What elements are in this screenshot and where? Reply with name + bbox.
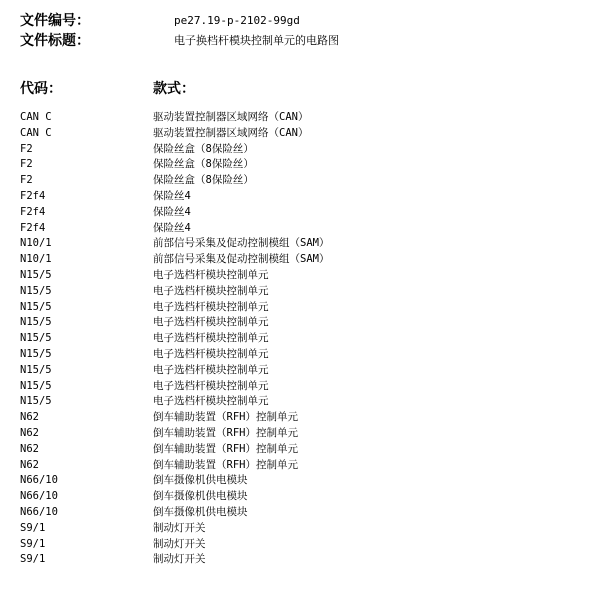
code-column-header: 代码： bbox=[20, 81, 62, 97]
list-item bbox=[20, 300, 590, 316]
list-item bbox=[20, 126, 590, 142]
component-code: S9/1 bbox=[20, 521, 46, 534]
component-code: N15/5 bbox=[20, 300, 52, 313]
component-code: N66/10 bbox=[20, 505, 58, 518]
component-code: N62 bbox=[20, 411, 39, 424]
list-item bbox=[20, 552, 590, 568]
list-item bbox=[20, 394, 590, 410]
list-item bbox=[20, 142, 590, 158]
component-code: N62 bbox=[20, 442, 39, 455]
component-code: F2f4 bbox=[20, 189, 46, 202]
list-item bbox=[20, 489, 590, 505]
file-title-label: 文件标题： bbox=[20, 33, 90, 49]
component-code: S9/1 bbox=[20, 537, 46, 550]
list-item bbox=[20, 315, 590, 331]
file-title-row bbox=[20, 32, 590, 50]
component-model: 倒车摄像机供电模块 bbox=[153, 474, 248, 487]
component-code: F2f4 bbox=[20, 221, 46, 234]
component-model: 保险丝4 bbox=[153, 189, 191, 202]
component-code: N15/5 bbox=[20, 379, 52, 392]
component-model: 制动灯开关 bbox=[153, 553, 206, 566]
component-model: 电子选档杆模块控制单元 bbox=[153, 363, 269, 376]
list-item bbox=[20, 221, 590, 237]
list-item bbox=[20, 284, 590, 300]
component-code: F2f4 bbox=[20, 205, 46, 218]
list-item bbox=[20, 410, 590, 426]
file-number-label: 文件编号： bbox=[20, 13, 90, 29]
list-item bbox=[20, 458, 590, 474]
component-code: N15/5 bbox=[20, 363, 52, 376]
model-column-header: 款式： bbox=[153, 81, 195, 97]
component-list bbox=[20, 110, 590, 568]
component-code: F2 bbox=[20, 142, 33, 155]
component-model: 电子选档杆模块控制单元 bbox=[153, 379, 269, 392]
component-model: 电子选档杆模块控制单元 bbox=[153, 300, 269, 313]
list-item bbox=[20, 173, 590, 189]
list-item bbox=[20, 157, 590, 173]
list-item bbox=[20, 537, 590, 553]
component-model: 倒车辅助装置（RFH）控制单元 bbox=[153, 458, 298, 471]
component-code: N15/5 bbox=[20, 284, 52, 297]
file-number-value: pe27.19-p-2102-99gd bbox=[174, 14, 300, 27]
component-model: 前部信号采集及促动控制模组（SAM） bbox=[153, 237, 330, 250]
component-model: 保险丝盒（8保险丝） bbox=[153, 142, 254, 155]
component-code: N15/5 bbox=[20, 395, 52, 408]
list-item bbox=[20, 505, 590, 521]
list-item bbox=[20, 252, 590, 268]
component-model: 倒车摄像机供电模块 bbox=[153, 505, 248, 518]
component-code: F2 bbox=[20, 174, 33, 187]
component-code: N10/1 bbox=[20, 253, 52, 266]
component-model: 电子选档杆模块控制单元 bbox=[153, 332, 269, 345]
component-model: 制动灯开关 bbox=[153, 537, 206, 550]
component-model: 倒车摄像机供电模块 bbox=[153, 490, 248, 503]
component-code: CAN C bbox=[20, 111, 52, 123]
list-item bbox=[20, 205, 590, 221]
list-item bbox=[20, 236, 590, 252]
component-code: N10/1 bbox=[20, 237, 52, 250]
component-model: 电子选档杆模块控制单元 bbox=[153, 268, 269, 281]
list-item bbox=[20, 110, 590, 126]
component-model: 驱动装置控制器区域网络（CAN） bbox=[153, 126, 309, 139]
component-code: N15/5 bbox=[20, 332, 52, 345]
component-code: F2 bbox=[20, 158, 33, 171]
list-item bbox=[20, 426, 590, 442]
component-code: N15/5 bbox=[20, 316, 52, 329]
component-model: 制动灯开关 bbox=[153, 521, 206, 534]
list-item bbox=[20, 331, 590, 347]
component-code: N62 bbox=[20, 458, 39, 471]
component-code: N15/5 bbox=[20, 268, 52, 281]
list-item bbox=[20, 347, 590, 363]
component-model: 电子选档杆模块控制单元 bbox=[153, 284, 269, 297]
list-item bbox=[20, 363, 590, 379]
component-model: 倒车辅助装置（RFH）控制单元 bbox=[153, 411, 298, 424]
component-code: N62 bbox=[20, 426, 39, 439]
component-model: 倒车辅助装置（RFH）控制单元 bbox=[153, 426, 298, 439]
component-model: 倒车辅助装置（RFH）控制单元 bbox=[153, 442, 298, 455]
component-code: S9/1 bbox=[20, 553, 46, 566]
component-model: 前部信号采集及促动控制模组（SAM） bbox=[153, 253, 330, 266]
component-model: 驱动装置控制器区域网络（CAN） bbox=[153, 111, 309, 123]
list-item bbox=[20, 189, 590, 205]
component-code: N66/10 bbox=[20, 490, 58, 503]
file-title-value: 电子换档杆模块控制单元的电路图 bbox=[174, 34, 339, 47]
component-model: 电子选档杆模块控制单元 bbox=[153, 316, 269, 329]
list-item bbox=[20, 379, 590, 395]
component-model: 电子选档杆模块控制单元 bbox=[153, 347, 269, 360]
component-model: 保险丝4 bbox=[153, 221, 191, 234]
component-code: N66/10 bbox=[20, 474, 58, 487]
component-model: 保险丝4 bbox=[153, 205, 191, 218]
component-model: 电子选档杆模块控制单元 bbox=[153, 395, 269, 408]
list-item bbox=[20, 268, 590, 284]
component-code: N15/5 bbox=[20, 347, 52, 360]
component-code: CAN C bbox=[20, 126, 52, 139]
component-model: 保险丝盒（8保险丝） bbox=[153, 158, 254, 171]
file-number-row bbox=[20, 12, 590, 30]
list-item bbox=[20, 473, 590, 489]
component-model: 保险丝盒（8保险丝） bbox=[153, 174, 254, 187]
list-item bbox=[20, 442, 590, 458]
list-item bbox=[20, 521, 590, 537]
